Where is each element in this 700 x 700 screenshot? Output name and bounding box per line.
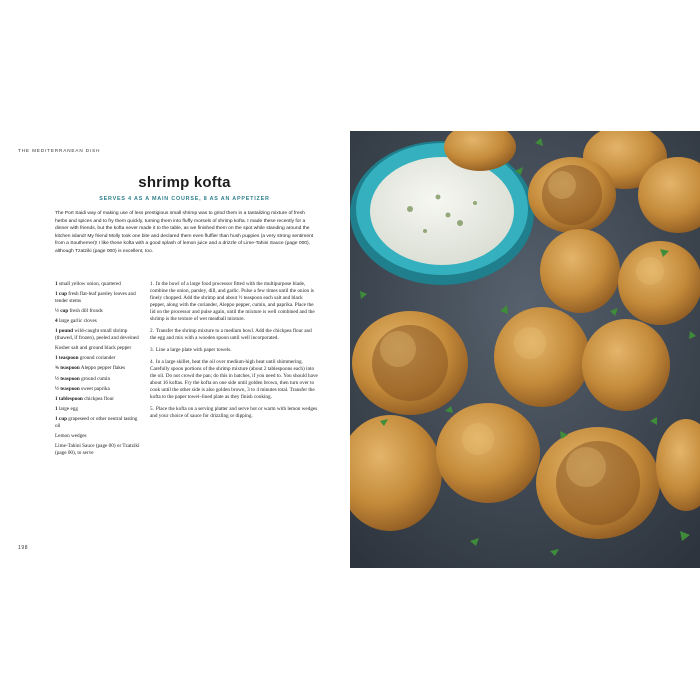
ingredient-item [55,376,143,383]
ingredient-item [55,291,143,305]
ingredient-item [55,281,143,288]
step-text: Place the kofta on a serving platter and serve hot or warm with lemon wedges and your choice of sauce for drizzling or dipping. [150,406,318,420]
method-step [150,347,318,354]
method-step [150,406,318,420]
ingredient-qty: ¾ teaspoon [55,365,80,372]
ingredient-qty: 1 teaspoon [55,355,79,362]
method-step [150,359,318,400]
page-number: 198 [18,545,29,551]
ingredient-qty: 1 cup [55,415,67,422]
ingredient-text: large egg [57,405,78,412]
ingredient-item [55,328,143,342]
ingredient-text: ground coriander [78,355,116,362]
step-text: Line a large plate with paper towels. [155,347,232,354]
step-text: In the bowl of a large food processor fitted with the multipurpose blade, combine the onion, parsley, dill, and garlic. Pulse a few times until the onion is finely chopped. Add the shrimp and about ½ teaspoon each salt and black pepper, along with the coriander, Aleppo pepper, cumin, and paprika. Place the lid on the processor and pulse again, until the mixture is well combined and the shrimp is the texture of wet meatball mixture. [150,281,315,322]
ingredient-text: Kosher salt and ground black pepper [55,345,132,352]
ingredient-text: ground cumin [79,375,111,382]
ingredient-item [55,365,143,372]
step-number: 3. [150,347,154,354]
ingredient-text: wild-caught small shrimp (thawed, if frozen), peeled and deveined [55,328,139,342]
step-text: Transfer the shrimp mixture to a medium bowl. Add the chickpea flour and the egg and mix with a wooden spoon until well incorporated. [150,327,312,341]
ingredient-qty: ½ teaspoon [55,385,80,392]
ingredient-item [55,443,143,457]
ingredient-text: fresh flat-leaf parsley leaves and tender stems [55,291,136,304]
ingredient-text: chickpea flour [82,395,114,402]
ingredient-item [55,396,143,403]
ingredient-qty: 1 [55,405,58,412]
step-number: 4. [150,359,154,366]
ingredient-qty: 1 tablespoon [55,395,83,402]
ingredient-item [55,308,143,315]
ingredient-item [55,416,143,430]
ingredient-item [55,345,143,352]
ingredient-text: Lemon wedges [55,432,87,439]
ingredient-item [55,318,143,325]
recipe-intro: The Port Saidi way of making use of less prestigious small shrimp was to grind them in a tantalizing mixture of fresh herbs and spices and to fry them quickly, turning them into fluffy morsels of shrimp kofta. I made these recently for a dinner with friends, but the kofta never made it to the table, as we finished them on the spot while standing around the kitchen island! My friend Molly took one bite and declared them even fluffier than hush puppies (a very strong sentiment from a Southerner)! I like these kofta with a good splash of lemon juice and a drizzle of Lime-Tahini Sauce (page 000), although Tzatziki (page 000) is excellent, too. [55,211,314,254]
ingredient-text: Lime-Tahini Sauce (page 00) or Tzatziki (page 00), to serve [55,443,140,456]
step-number: 2. [150,327,154,334]
ingredient-item [55,386,143,393]
method-step [150,281,318,322]
running-head: THE MEDITERRANEAN DISH [18,148,101,153]
recipe-photo-icon [350,131,700,568]
ingredient-item [55,433,143,440]
step-text: In a large skillet, heat the oil over medium-high heat until shimmering. Carefully spoon portions of the shrimp mixture (about 2 tablespoons each) into the oil. Do not crowd the pan; do this in batches, if you need to. You should have about 16 koftas. Fry the kofta on one side until golden brown, then turn over to cook until the other side is also golden brown, 3 to 4 minutes total. Transfer the kofta to the paper towel–lined plate as they finish cooking. [150,359,318,400]
ingredient-text: large garlic cloves [57,318,97,325]
ingredient-text: grapeseed or other neutral tasting oil [55,415,138,429]
method-steps [150,281,318,425]
ingredient-text: small yellow onion, quartered [57,281,121,287]
ingredient-qty: 1 cup [55,291,67,298]
ingredient-item [55,406,143,413]
ingredient-text: Aleppo pepper flakes [79,365,126,372]
ingredient-item [55,355,143,362]
ingredient-qty: ½ teaspoon [55,375,80,382]
recipe-serves: SERVES 4 AS A MAIN COURSE, 8 AS AN APPETIZER [99,196,270,202]
recipe-title: shrimp kofta [138,174,231,191]
ingredient-text: fresh dill fronds [68,308,103,315]
ingredient-qty: 1 [55,281,58,287]
ingredient-qty: 1 pound [55,328,74,335]
step-number: 5. [150,406,154,413]
ingredient-qty: 4 [55,318,58,325]
method-step [150,328,318,342]
ingredient-qty: ½ cup [55,308,69,315]
step-number: 1. [150,281,154,287]
ingredient-text: sweet paprika [79,385,110,392]
ingredient-list [55,281,143,460]
